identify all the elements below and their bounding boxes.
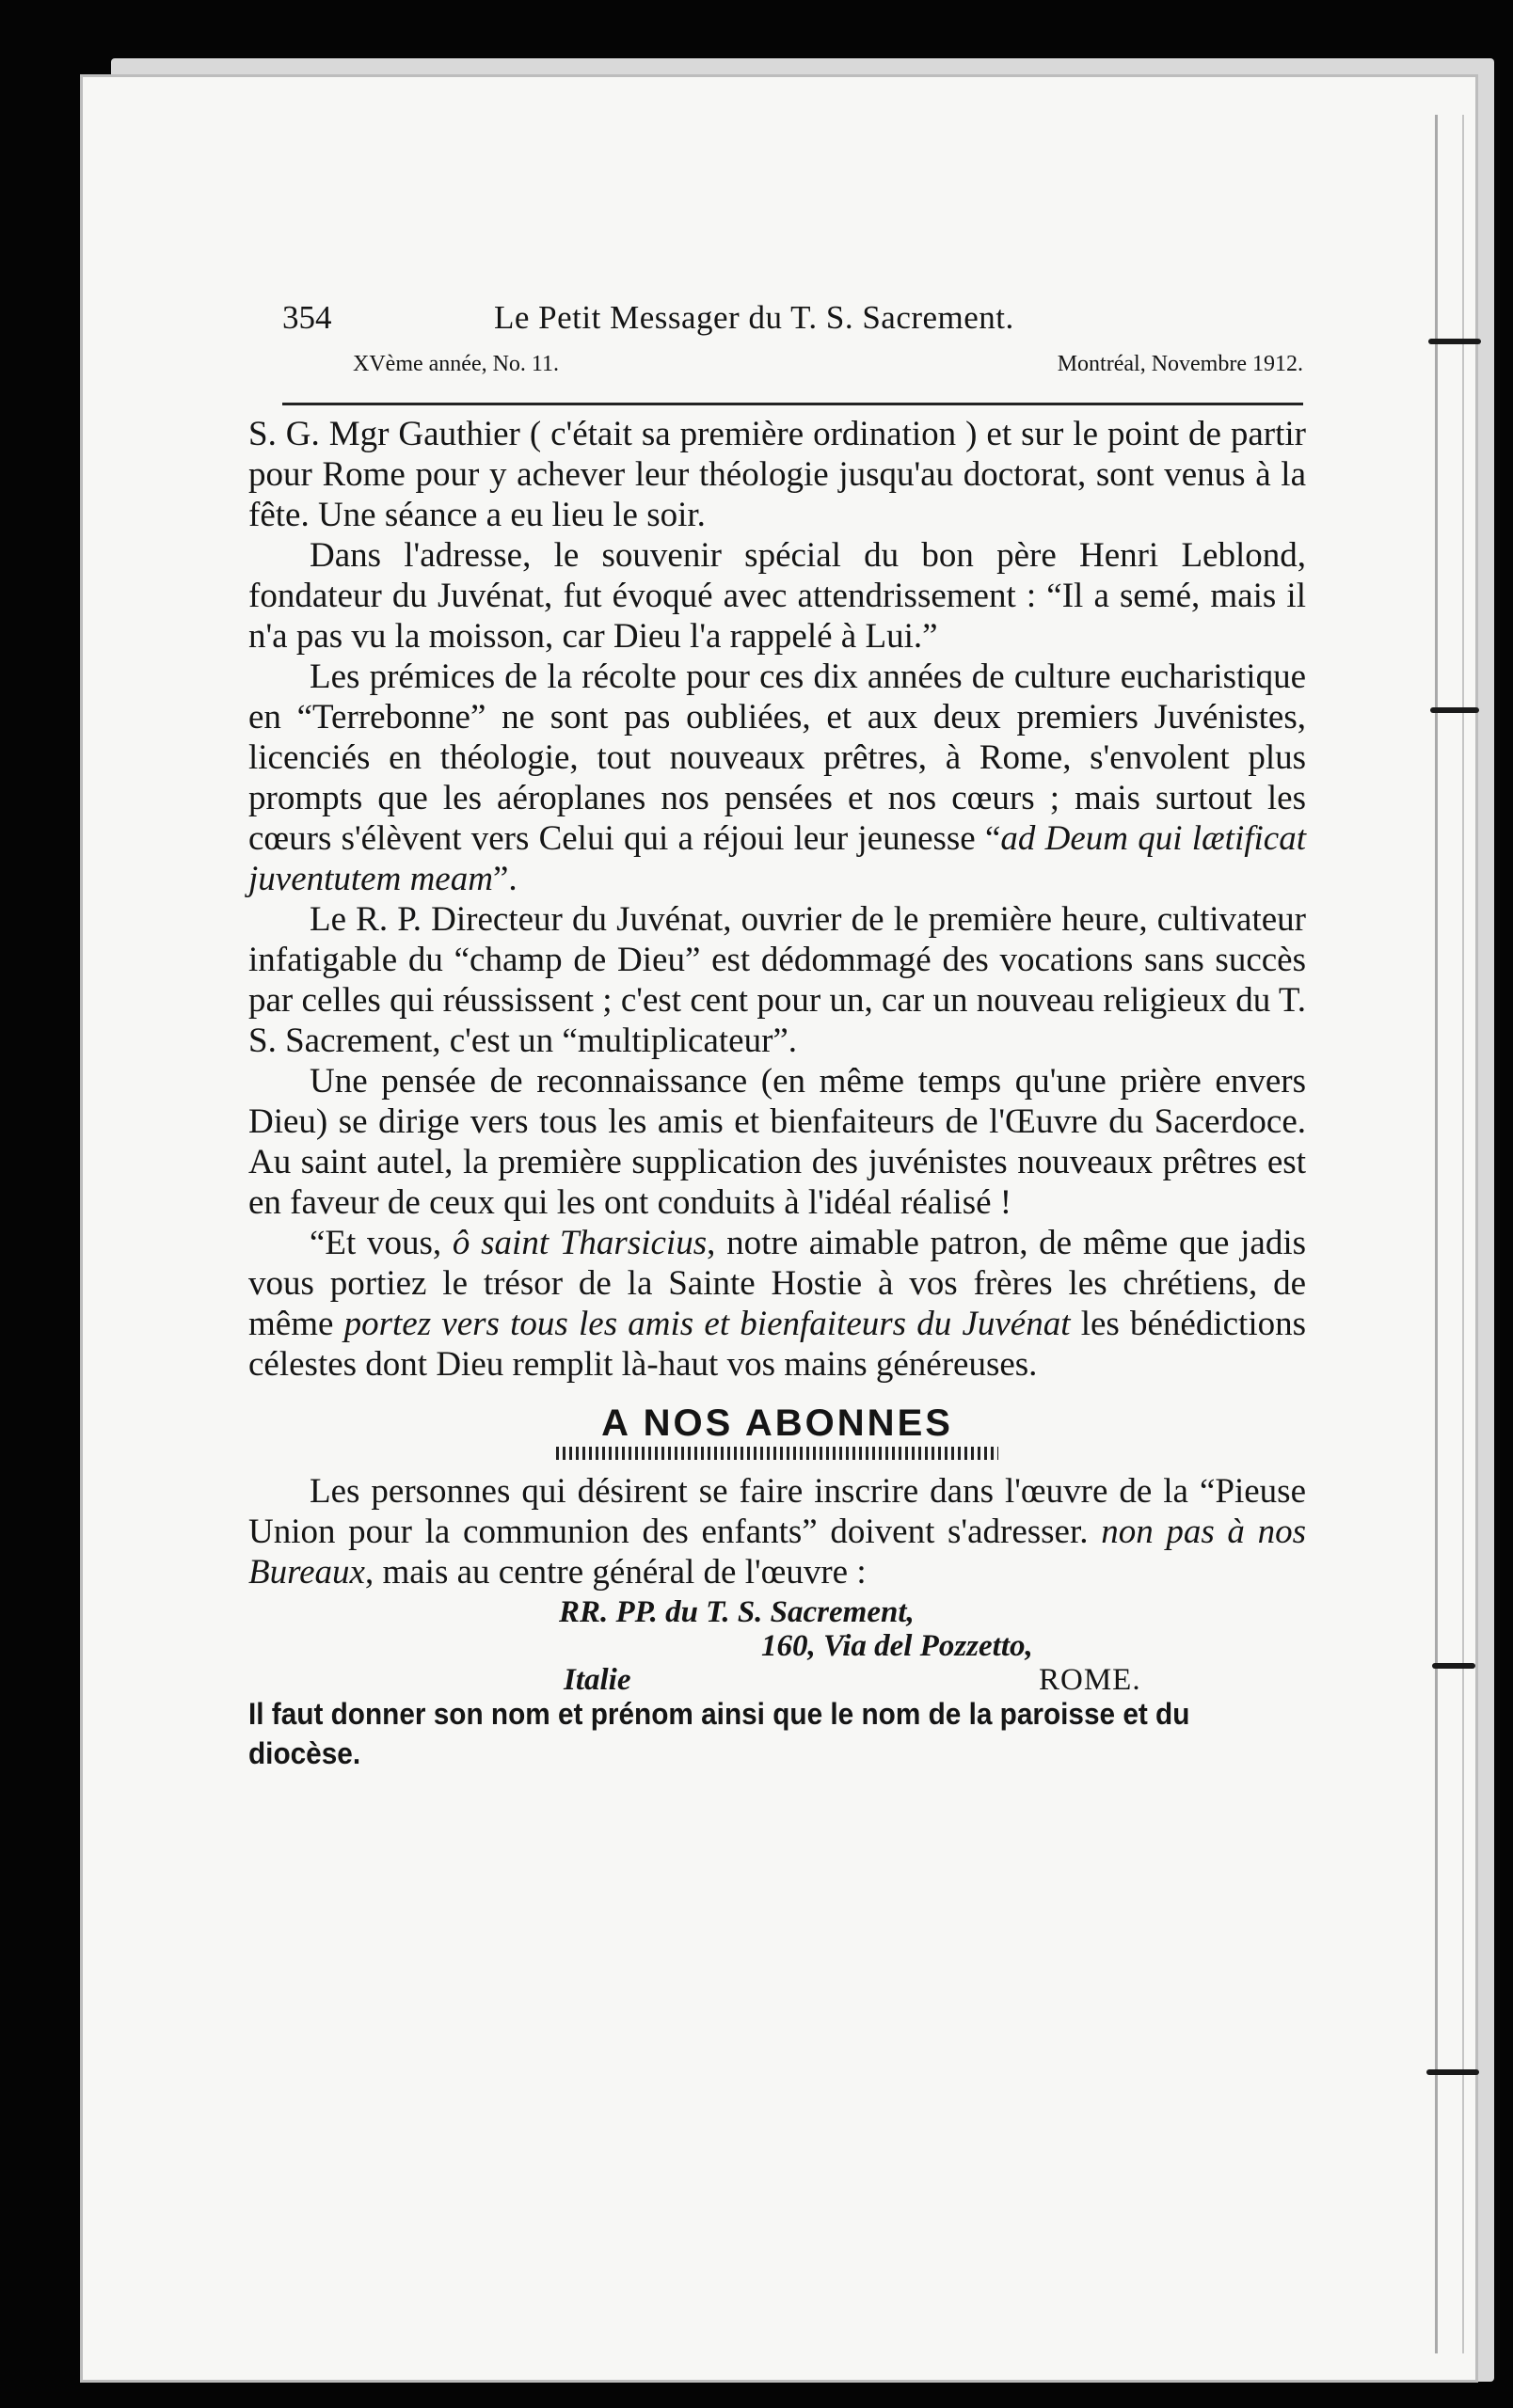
paragraph bbox=[248, 657, 1306, 899]
paragraph: Une pensée de reconnaissance (en même temps qu'une prière envers Dieu) se dirige vers tous les amis et bienfaiteurs de l'Œuvre du Sacerdoce. Au saint autel, la première supplication des juvénistes nouveaux prêtres est en faveur de ceux qui les ont conduits à l'idéal réalisé ! bbox=[248, 1062, 1306, 1222]
book-spine bbox=[1435, 115, 1464, 2353]
paragraph-text: ”. bbox=[492, 860, 518, 898]
paragraph-text: les bénédictions célestes dont Dieu remplit là-haut vos mains généreuses. bbox=[248, 1305, 1306, 1384]
italic-text: portez vers tous les amis et bienfaiteurs du Juvénat bbox=[343, 1305, 1071, 1343]
page-tab-mark bbox=[1426, 2069, 1479, 2075]
notice-text: Les personnes qui désirent se faire inscrire dans l'œuvre de la “Pieuse Union pour la communion des enfants” doivent s'adresser. bbox=[248, 1472, 1306, 1551]
edition-info: XVème année, No. 11. bbox=[353, 352, 560, 376]
address-city: ROME. bbox=[1039, 1663, 1141, 1697]
address-country: Italie bbox=[564, 1663, 631, 1697]
running-header bbox=[282, 299, 1303, 386]
paragraph: Le R. P. Directeur du Juvénat, ouvrier de le première heure, cultivateur infatigable du “champ de Dieu” est dédommagé des vocations sans succès par celles qui réussissent ; c'est cent pour un, car un nouveau religieux du T. S. Sacrement, c'est un “multiplicateur”. bbox=[248, 900, 1306, 1060]
paragraph: S. G. Mgr Gauthier ( c'était sa première ordination ) et sur le point de partir pour Rome pour y achever leur théologie jusqu'au doctorat, sont venus à la fête. Une séance a eu lieu le soir. bbox=[248, 415, 1306, 534]
page-tab-mark bbox=[1430, 707, 1479, 713]
address-block bbox=[248, 1592, 1306, 1697]
address-line: 160, Via del Pozzetto, bbox=[761, 1629, 1033, 1663]
paragraph: Dans l'adresse, le souvenir spécial du bon père Henri Leblond, fondateur du Juvénat, fut évoqué avec attendrissement : “Il a semé, mais il n'a pas vu la moisson, car Dieu l'a rappelé à Lui.” bbox=[248, 536, 1306, 656]
address-line: RR. PP. du T. S. Sacrement, bbox=[559, 1595, 915, 1629]
publication-title: Le Petit Messager du T. S. Sacrement. bbox=[494, 299, 1014, 336]
section-heading: A NOS ABONNES bbox=[601, 1402, 953, 1444]
notice-text: , mais au centre général de l'œuvre : bbox=[364, 1553, 867, 1592]
latin-quote: ad Deum qui lætificat juventutem meam bbox=[248, 819, 1306, 898]
paragraph-text: Les prémices de la récolte pour ces dix années de culture eucharistique en “Terrebonne” ne sont pas oubliées, et aux deux premiers Juvénistes, licenciés en théologie, tout nouveaux prêtres, à Rome, s'envolent plus prompts que les aéroplanes nos pensées et nos cœurs ; mais surtout les cœurs s'élèvent vers Celui qui a réjoui leur jeunesse “ bbox=[248, 657, 1306, 858]
page-number: 354 bbox=[282, 299, 332, 336]
paragraph-text: “Et vous, bbox=[310, 1224, 453, 1262]
place-date: Montréal, Novembre 1912. bbox=[1057, 352, 1303, 376]
italic-text: non pas à nos Bureaux bbox=[248, 1513, 1306, 1592]
article-body bbox=[248, 414, 1306, 1773]
italic-text: ô saint Tharsicius bbox=[452, 1224, 708, 1262]
paragraph bbox=[248, 1223, 1306, 1385]
heading-ornament bbox=[556, 1447, 998, 1460]
notice-paragraph bbox=[248, 1471, 1306, 1592]
paragraph-text: , notre aimable patron, de même que jadis vous portiez le trésor de la Sainte Hostie à vos frères les chrétiens, de même bbox=[248, 1224, 1307, 1343]
page-tab-mark bbox=[1432, 1663, 1475, 1669]
footnote: Il faut donner son nom et prénom ainsi que le nom de la paroisse et du diocèse. bbox=[248, 1697, 1190, 1770]
page-tab-mark bbox=[1428, 339, 1481, 344]
header-rule bbox=[282, 403, 1303, 405]
